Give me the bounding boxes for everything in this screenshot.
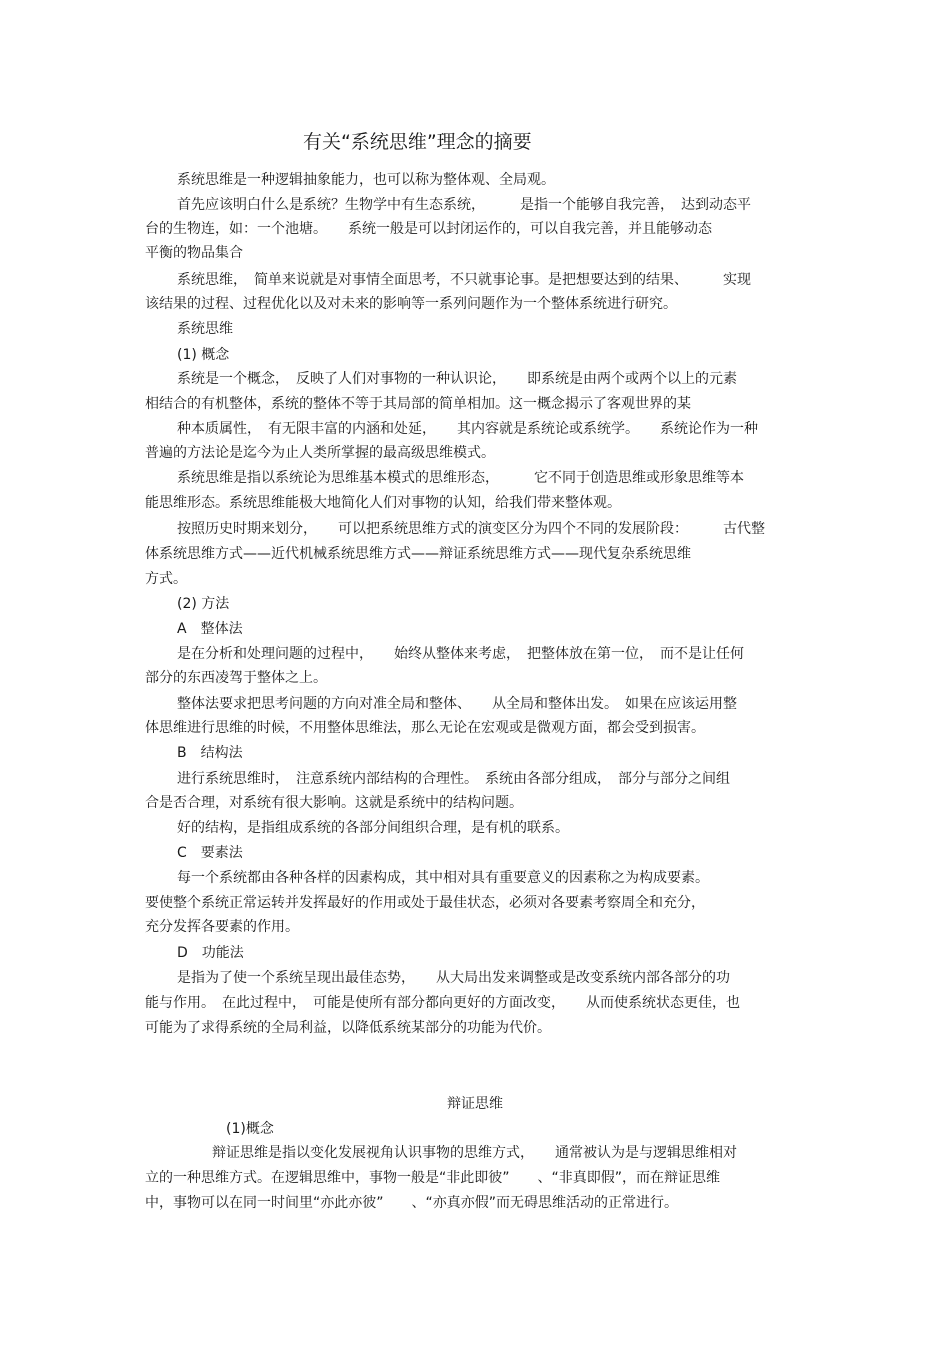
body-line: 该结果的过程、过程优化以及对未来的影响等一系列问题作为一个整体系统进行研究。 xyxy=(145,296,677,312)
body-line: 是指为了使一个系统呈现出最佳态势， 从大局出发来调整或是改变系统内部各部分的功 xyxy=(177,970,730,986)
body-line: 中，事物可以在同一时间里“亦此亦彼” 、“亦真亦假”而无碍思维活动的正常进行。 xyxy=(145,1195,679,1211)
body-line: 系统思维， 简单来说就是对事情全面思考，不只就事论事。是把想要达到的结果、 实现 xyxy=(177,272,751,288)
body-line: 相结合的有机整体，系统的整体不等于其局部的简单相加。这一概念揭示了客观世界的某 xyxy=(145,396,691,412)
method-heading: D 功能法 xyxy=(177,945,244,961)
section-heading: 系统思维 xyxy=(177,321,233,337)
body-line: 立的一种思维方式。在逻辑思维中，事物一般是“非此即彼” 、“非真即假”，而在辩证思维 xyxy=(145,1170,721,1186)
body-line: 系统思维是指以系统论为思维基本模式的思维形态， 它不同于创造思维或形象思维等本 xyxy=(177,470,744,486)
body-line: 要使整个系统正常运转并发挥最好的作用或处于最佳状态，必须对各要素考察周全和充分， xyxy=(145,895,705,911)
body-line: 方式。 xyxy=(145,571,187,587)
body-line: 体系统思维方式——近代机械系统思维方式——辩证系统思维方式——现代复杂系统思维 xyxy=(145,546,691,562)
body-line: 体思维进行思维的时候，不用整体思维法，那么无论在宏观或是微观方面，都会受到损害。 xyxy=(145,720,705,736)
method-heading: A 整体法 xyxy=(177,621,243,637)
method-heading: C 要素法 xyxy=(177,845,243,861)
body-line: 按照历史时期来划分， 可以把系统思维方式的演变区分为四个不同的发展阶段： 古代整 xyxy=(177,521,765,537)
body-line: 首先应该明白什么是系统？生物学中有生态系统， 是指一个能够自我完善， 达到动态平 xyxy=(177,197,751,213)
section-heading: 辩证思维 xyxy=(447,1096,503,1112)
body-line: 每一个系统都由各种各样的因素构成，其中相对具有重要意义的因素称之为构成要素。 xyxy=(177,870,709,886)
method-heading: B 结构法 xyxy=(177,745,243,761)
body-line: 进行系统思维时， 注意系统内部结构的合理性。 系统由各部分组成， 部分与部分之间组 xyxy=(177,771,730,787)
document-title: 有关“系统思维”理念的摘要 xyxy=(303,131,532,153)
subsection-heading: (2) 方法 xyxy=(177,596,230,612)
body-line: 可能为了求得系统的全局利益，以降低系统某部分的功能为代价。 xyxy=(145,1020,551,1036)
body-line: 辩证思维是指以变化发展视角认识事物的思维方式， 通常被认为是与逻辑思维相对 xyxy=(212,1145,737,1161)
body-line: 整体法要求把思考问题的方向对准全局和整体、 从全局和整体出发。 如果在应该运用整 xyxy=(177,696,737,712)
body-line: 好的结构，是指组成系统的各部分间组织合理，是有机的联系。 xyxy=(177,820,569,836)
body-line: 充分发挥各要素的作用。 xyxy=(145,919,299,935)
body-line: 平衡的物品集合 xyxy=(145,245,243,261)
body-line: 种本质属性， 有无限丰富的内涵和处延， 其内容就是系统论或系统学。 系统论作为一种 xyxy=(177,421,758,437)
body-line: 台的生物连，如：一个池塘。 系统一般是可以封闭运作的，可以自我完善，并且能够动态 xyxy=(145,221,712,237)
body-line: 部分的东西凌驾于整体之上。 xyxy=(145,670,327,686)
body-line: 能与作用。 在此过程中， 可能是使所有部分都向更好的方面改变， 从而使系统状态更佳，也 xyxy=(145,995,740,1011)
body-line: 能思维形态。系统思维能极大地简化人们对事物的认知，给我们带来整体观。 xyxy=(145,495,621,511)
body-line: 是在分析和处理问题的过程中， 始终从整体来考虑， 把整体放在第一位， 而不是让任何 xyxy=(177,646,744,662)
subsection-heading: (1) 概念 xyxy=(177,347,230,363)
body-line: 普遍的方法论是迄今为止人类所掌握的最高级思维模式。 xyxy=(145,445,495,461)
body-line: 合是否合理，对系统有很大影响。这就是系统中的结构问题。 xyxy=(145,795,523,811)
body-line: 系统思维是一种逻辑抽象能力，也可以称为整体观、全局观。 xyxy=(177,172,555,188)
body-line: 系统是一个概念， 反映了人们对事物的一种认识论， 即系统是由两个或两个以上的元素 xyxy=(177,371,737,387)
subsection-heading: (1)概念 xyxy=(226,1121,274,1137)
